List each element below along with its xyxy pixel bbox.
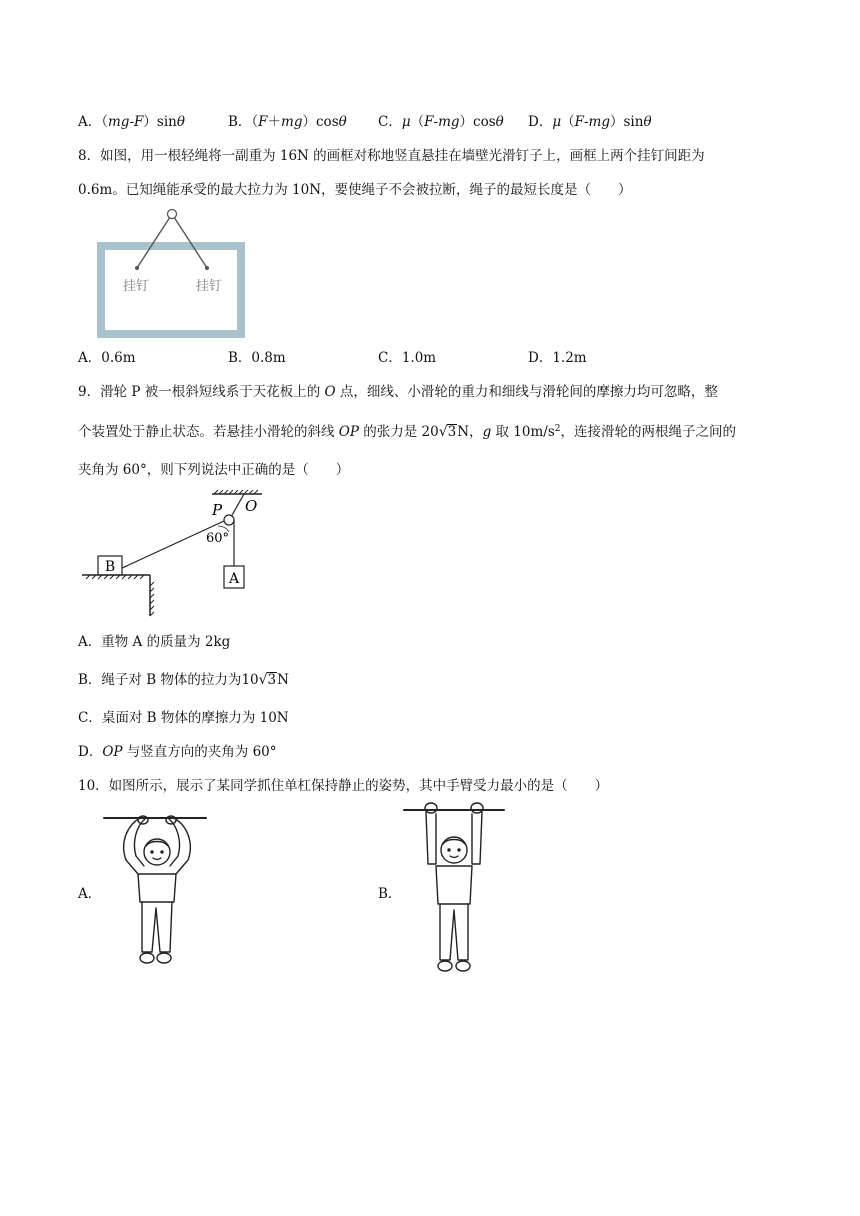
rope-right — [172, 214, 207, 268]
q9-option-c: C．桌面对 B 物体的摩擦力为 10N — [78, 710, 289, 726]
pulley-p — [224, 515, 234, 525]
q10-figure-b — [402, 800, 506, 982]
q7-option-d: D．μ（F-mg）sinθ — [528, 114, 652, 130]
q7-option-c: C．μ（F-mg）cosθ — [378, 114, 504, 130]
q10-stem: 10．如图所示，展示了某同学抓住单杠保持静止的姿势，其中手臂受力最小的是（ ） — [78, 778, 609, 794]
label-angle: 60° — [206, 531, 230, 546]
q8-stem-line-2: 0.6m。已知绳能承受的最大拉力为 10N，要使绳子不会被拉断，绳子的最短长度是（ ） — [78, 182, 632, 198]
q10-option-b-label: B． — [378, 886, 402, 902]
head-b — [441, 837, 467, 863]
q8-option-a: A．0.6m — [78, 350, 136, 366]
q9-stem-line-3: 夹角为 60°，则下列说法中正确的是（ ） — [78, 462, 350, 478]
rope-left — [137, 214, 172, 268]
head-a — [144, 839, 170, 865]
q9-option-b: B．绳子对 B 物体的拉力为10√3N — [78, 672, 289, 688]
q8-option-b: B．0.8m — [228, 350, 286, 366]
q9-stem-line-2: 个装置处于静止状态。若悬挂小滑轮的斜线 OP 的张力是 20√3N，g 取 $10m/s^2$，连接滑轮的两根绳子之间的 — [78, 424, 736, 440]
q8-option-d: D．1.2m — [528, 350, 587, 366]
q8-stem-line-1: 8．如图，用一根轻绳将一副重为 16N 的画框对称地竖直悬挂在墙壁光滑钉子上，画框上两个挂钉间距为 — [78, 148, 705, 164]
hook-right-label: 挂钉 — [195, 279, 223, 294]
hook-right-dot — [205, 266, 209, 270]
q10-option-a-label: A． — [78, 886, 102, 902]
label-o: O — [245, 497, 258, 515]
q9-stem-line-1: 9．滑轮 P 被一根斜短线系于天花板上的 O 点，细线、小滑轮的重力和细线与滑轮间的摩擦力均可忽略，整 — [78, 384, 718, 400]
label-a: A — [228, 571, 240, 587]
hook-left-label: 挂钉 — [122, 279, 150, 294]
label-p: P — [212, 501, 223, 519]
q9-option-d: D．OP 与竖直方向的夹角为 60° — [78, 744, 277, 760]
q8-figure — [96, 206, 248, 340]
label-b: B — [104, 559, 116, 575]
wall-nail — [168, 210, 177, 219]
q8-option-c: C．1.0m — [378, 350, 437, 366]
hook-left-dot — [135, 266, 139, 270]
q9-option-a: A．重物 A 的质量为 2kg — [78, 634, 231, 650]
q7-option-b: B．（F＋mg）cosθ — [228, 114, 347, 130]
q9-figure — [78, 490, 278, 620]
q10-figure-a — [102, 812, 208, 972]
q7-option-a: A．（mg-F）sinθ — [78, 114, 185, 130]
string-op — [231, 494, 244, 517]
